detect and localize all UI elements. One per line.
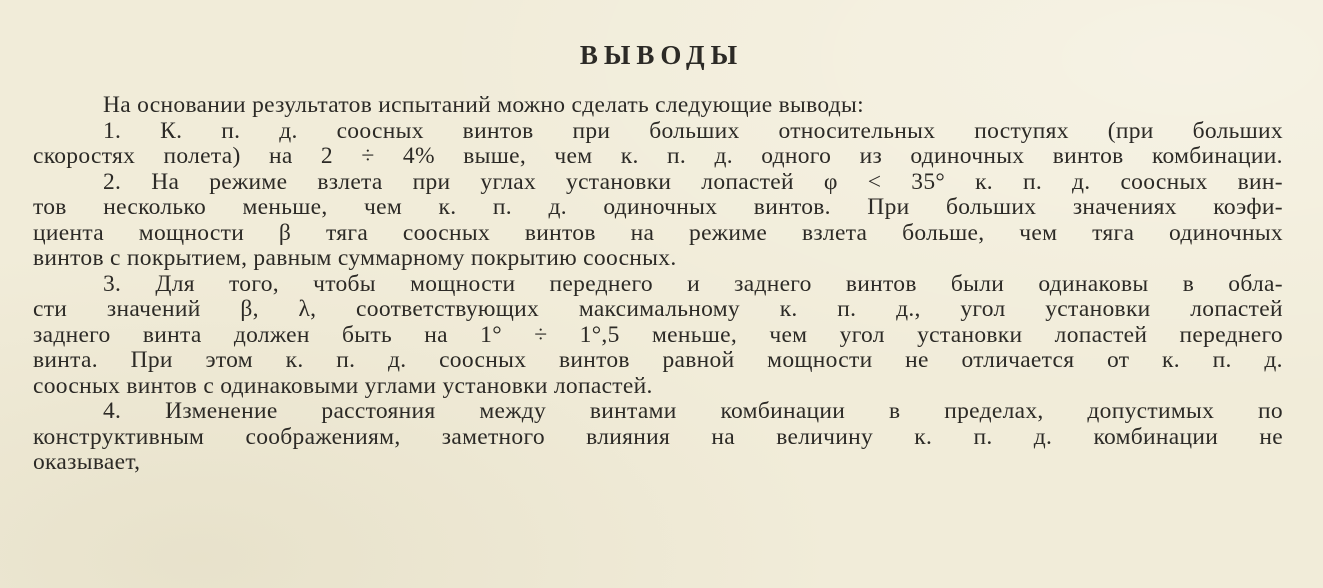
paragraph-3-line-3: заднего винта должен быть на 1° ÷ 1°,5 меньше, чем угол установки лопастей переднего bbox=[33, 321, 1283, 348]
paragraph-3-line-4: винта. При этом к. п. д. соосных винтов равной мощности не отличается от к. п. д. bbox=[33, 347, 1283, 373]
paragraph-3-line-1: 3. Для того, чтобы мощности переднего и заднего винтов были одинаковы в обла- bbox=[103, 270, 1283, 297]
paragraph-3-line-5: соосных винтов с одинаковыми углами установки лопастей. bbox=[33, 372, 653, 399]
paragraph-2-line-3: циента мощности β тяга соосных винтов на режиме взлета больше, чем тяга одиночных bbox=[33, 219, 1283, 246]
intro-line: На основании результатов испытаний можно сделать следующие выводы: bbox=[103, 92, 864, 118]
conclusions-body bbox=[33, 93, 1283, 476]
paragraph-4-line-3: оказывает, bbox=[33, 449, 141, 475]
paragraph-2-line-1: 2. На режиме взлета при углах установки лопастей φ < 35° к. п. д. соосных вин- bbox=[103, 168, 1283, 195]
paragraph-2-line-2: тов несколько меньше, чем к. п. д. одиночных винтов. При больших значениях коэфи- bbox=[33, 194, 1283, 220]
paragraph-4-line-1: 4. Изменение расстояния между винтами комбинации в пределах, допустимых по bbox=[103, 398, 1283, 424]
paragraph-1-line-1: 1. К. п. д. соосных винтов при больших относительных поступях (при больших bbox=[103, 117, 1283, 144]
page-title: ВЫВОДЫ bbox=[579, 40, 744, 70]
paragraph-3-line-2: сти значений β, λ, соответствующих максимальному к. п. д., угол установки лопастей bbox=[33, 296, 1283, 322]
paragraph-4-line-2: конструктивным соображениям, заметного влияния на величину к. п. д. комбинации не bbox=[33, 423, 1283, 450]
paragraph-2-line-4: винтов с покрытием, равным суммарному покрытию соосных. bbox=[33, 245, 677, 271]
paragraph-1-line-2: скоростях полета) на 2 ÷ 4% выше, чем к. п. д. одного из одиночных винтов комбинации. bbox=[33, 143, 1283, 169]
